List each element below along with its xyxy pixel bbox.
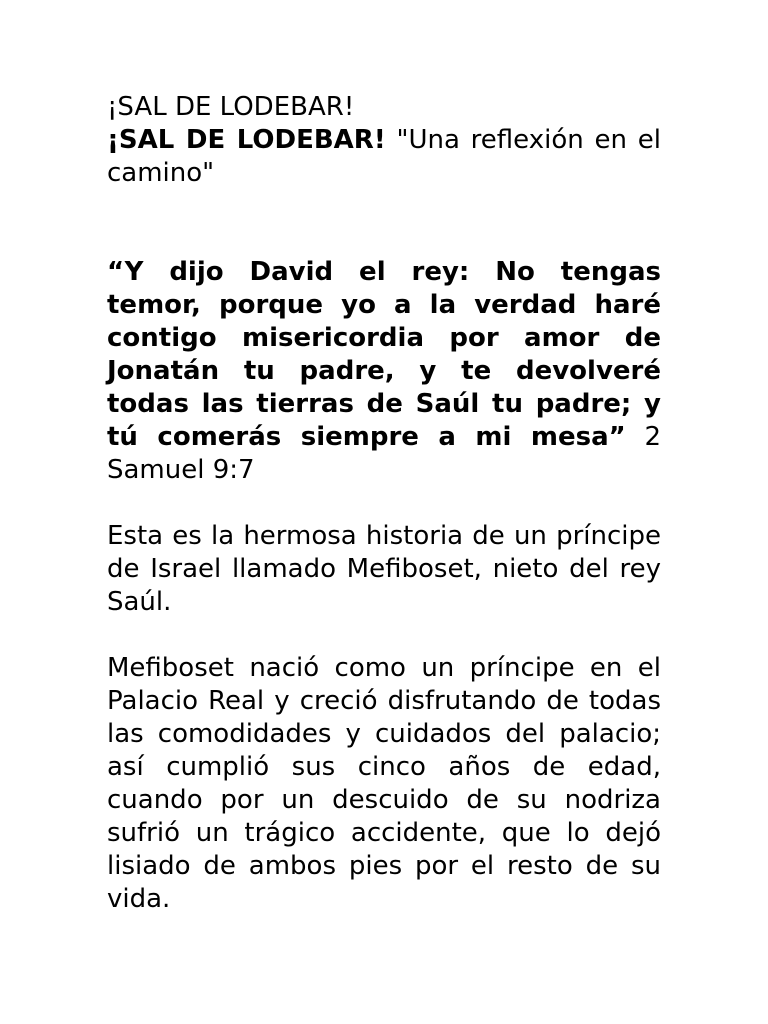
spacer [107, 190, 661, 256]
bible-quote [107, 256, 661, 487]
subtitle-text: "Una reflexión en el camino" [107, 125, 661, 188]
spacer [107, 619, 661, 652]
spacer [107, 487, 661, 520]
document-subtitle [107, 124, 661, 190]
document-title: ¡SAL DE LODEBAR! [107, 92, 355, 122]
subtitle-bold: ¡SAL DE LODEBAR! [107, 125, 386, 155]
paragraph-intro: Esta es la hermosa historia de un príncipe de Israel llamado Mefiboset, nieto del rey Saúl. [107, 521, 661, 617]
quote-reference: 2 Samuel 9:7 [107, 422, 662, 485]
quote-text: “Y dijo David el rey: No tengas temor, porque yo a la verdad haré contigo misericordia por amor de Jonatán tu padre, y te devolveré todas las tierras de Saúl tu padre; y tú comerás siempre a mi mesa” [107, 257, 661, 452]
paragraph-story: Mefiboset nació como un príncipe en el Palacio Real y creció disfrutando de todas las comodidades y cuidados del palacio; así cumplió sus cinco años de edad, cuando por un descuido de su nodriza sufrió un trágico accidente, que lo dejó lisiado de ambos pies por el resto de su vida. [107, 653, 661, 914]
document-body [107, 91, 661, 916]
